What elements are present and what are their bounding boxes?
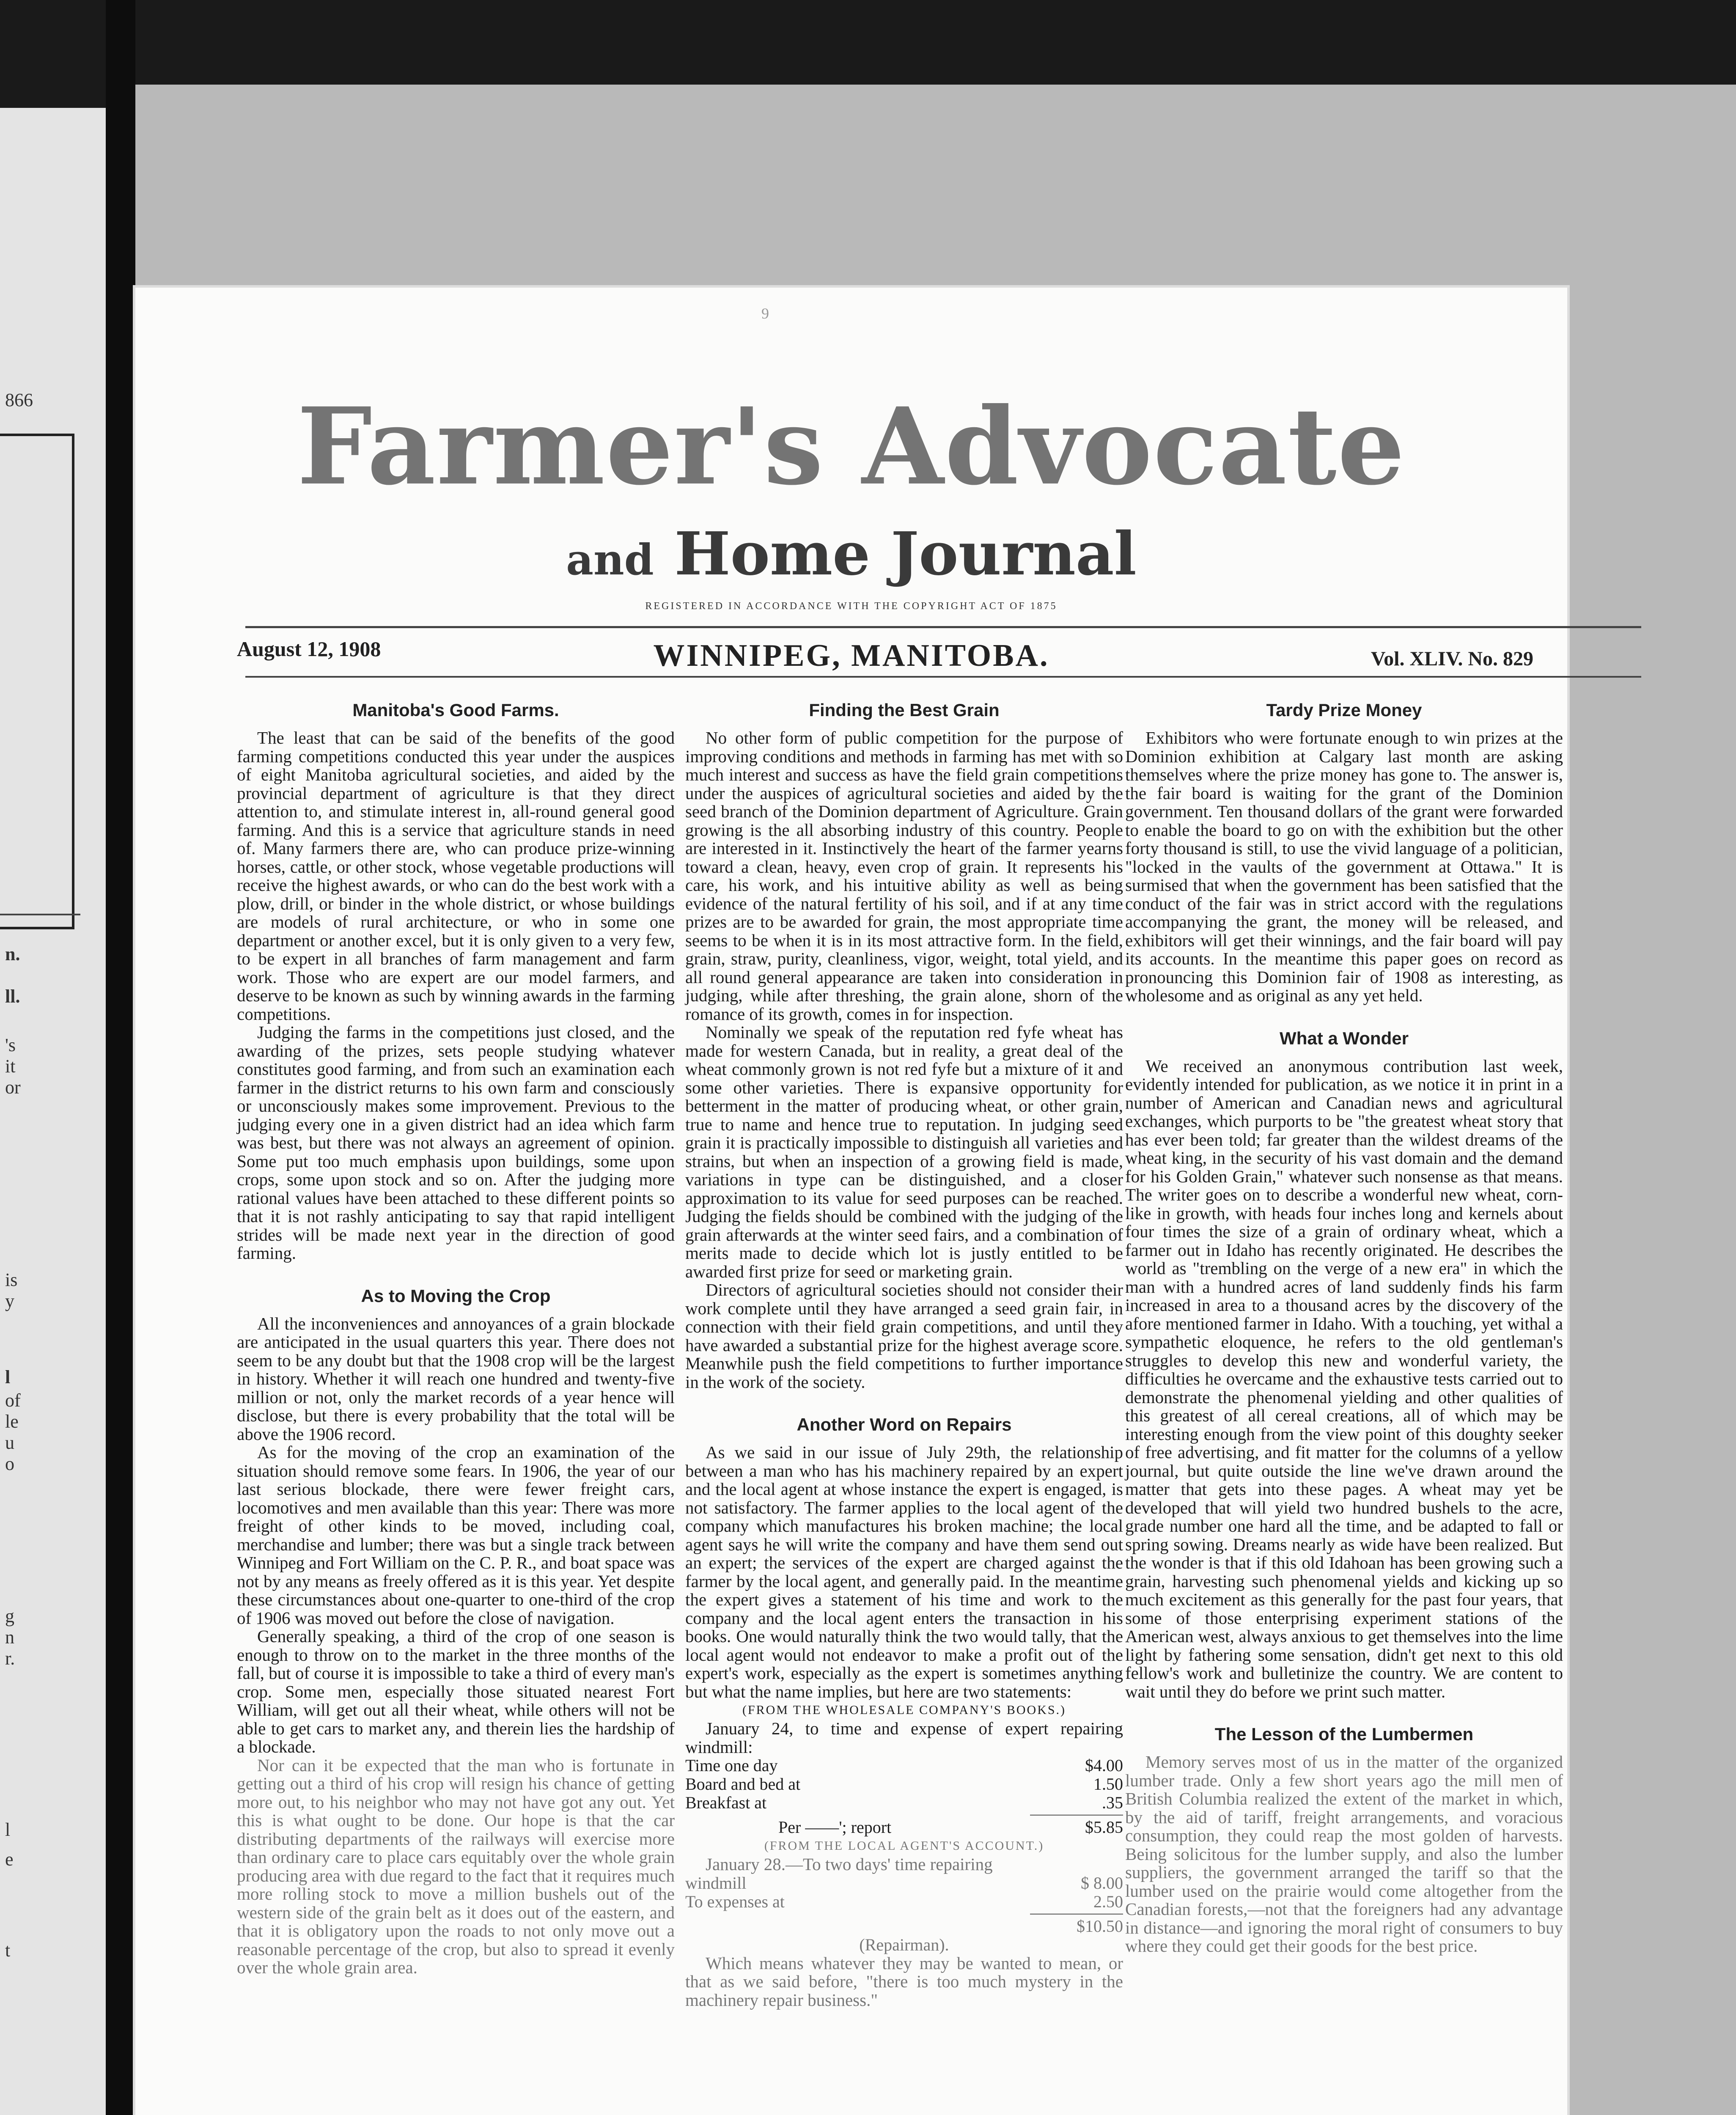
left-page-fragment: of	[5, 1390, 21, 1411]
masthead-rule-bottom	[245, 676, 1641, 678]
ledger-total: $5.85	[1085, 1818, 1123, 1837]
ledger-total-label: Per ——'; report	[778, 1818, 892, 1837]
binding-gutter	[106, 0, 135, 2115]
masthead-journal: Home Journal	[674, 519, 1137, 589]
masthead-and: and	[566, 535, 654, 585]
left-page-fragment: l	[5, 1819, 11, 1840]
left-page-fragment: t	[5, 1940, 11, 1961]
left-page-fragment: l	[5, 1367, 11, 1387]
left-page-fragment: or	[5, 1077, 21, 1098]
column-2	[685, 700, 1123, 2009]
article-paragraph: Exhibitors who were fortunate enough to win prizes at the Dominion exhibition at Calgary last month are asking themselves where the prize money has gone to. The answer is, the fair board is waiting for the grant of the Dominion government. Ten thousand dollars of the grant were forwarded to enable the board to go on with the exhibition but the other forty thousand is still, to use the vivid language of a politician, "locked in the vaults of the government at Ottawa." It is surmised that when the government has been satisfied that the conduct of the fair was in strict accord with the regulations accompanying the grant, the money will be released, and exhibitors will get their winnings, and the fair board will pay its accounts. In the meantime this paper goes on record as pronouncing this Dominion fair of 1908 as interesting, as wholesome and as original as any yet held.	[1125, 728, 1563, 1005]
left-page-fragment: u	[5, 1432, 14, 1453]
left-page-fragment: n.	[5, 944, 20, 964]
left-page-fragment: is	[5, 1269, 18, 1290]
left-page-fragment: y	[5, 1291, 14, 1311]
ledger-intro: January 24, to time and expense of expert repairing windmill:	[685, 1719, 1123, 1757]
left-page-fragment: g	[5, 1606, 14, 1626]
article-paragraph: Which means whatever they may be wanted to mean, or that as we said before, "there is too much mystery in the machinery repair business."	[685, 1953, 1123, 2010]
agent-ledger	[685, 1837, 1123, 1954]
ledger-label: To expenses at	[685, 1892, 785, 1911]
article-paragraph: Judging the farms in the competitions just closed, and the awarding of the prizes, sets people studying whatever constitutes good farming, and from such an examination each farmer in the district returns to his own farm and consciously or unconsciously makes some improvement. Previous to the judging every one in a given district had an idea which farm was best, but there was not always an agreement of opinion. Some put too much emphasis upon buildings, some upon crops, some upon stock and so on. After the judging more rational values have been attached to these different points so that it is not rashly anticipating to say that rapid intelligent strides will be made next year in the direction of good farming.	[237, 1022, 675, 1263]
ledger-label: Board and bed at	[685, 1774, 801, 1794]
left-page-fragment: ll.	[5, 986, 20, 1007]
article-heading: Tardy Prize Money	[1266, 700, 1422, 720]
article-heading: Manitoba's Good Farms.	[352, 700, 559, 720]
ledger-source: (FROM THE LOCAL AGENT'S ACCOUNT.)	[764, 1839, 1044, 1853]
article-paragraph: Nor can it be expected that the man who is fortunate in getting out a third of his crop will resign his chance of getting more out, to his neighbor who may not have got any out. Yet this is what ought to be done. Our hope is that the car distributing departments of the railways will exercise more than ordinary care to place cars equitably over the whole grain producing area with due regard to the fact that it requires much more rolling stock to move a million bushels out of the western side of the grain belt as it does out of the eastern, and that it is obligatory upon the roads to not only move out a reasonable percentage of the crop, but also to spread it evenly over the whole grain area.	[237, 1755, 675, 1977]
volume-number: Vol. XLIV. No. 829	[1371, 648, 1533, 670]
article-heading: The Lesson of the Lumbermen	[1214, 1724, 1474, 1744]
page-number: 9	[761, 305, 769, 322]
dateline-place: WINNIPEG, MANITOBA.	[653, 638, 1049, 673]
newspaper-page	[135, 288, 1567, 2115]
ledger-source: (FROM THE WHOLESALE COMPANY'S BOOKS.)	[742, 1703, 1066, 1717]
ledger-total-row	[685, 1818, 1123, 1837]
ledger-amount: $ 8.00	[1081, 1873, 1123, 1893]
article-paragraph: Memory serves most of us in the matter of the organized lumber trade. Only a few short years ago the mill men of British Columbia realized the extent of the market in which, by the aid of tariff, freight arrangements, and voracious consumption, they could reap the most golden of harvests. Being solicitous for the lumber supply, and also the lumber suppliers, the government arranged the tariff so that the lumber used on the prairie would come altogether from the Canadian forests,—not that the foreigners had any advantage in distance—and ignoring the moral right of consumers to buy where they could get their goods for the best price.	[1125, 1752, 1563, 1956]
ledger-row	[685, 1874, 1123, 1893]
ledger-row	[685, 1756, 1123, 1775]
ledger-amount: .35	[1102, 1793, 1123, 1812]
ledger-label: windmill	[685, 1873, 747, 1893]
left-page-fragment: e	[5, 1849, 14, 1870]
issue-date: August 12, 1908	[237, 637, 381, 661]
article-paragraph: Nominally we speak of the reputation red fyfe wheat has made for western Canada, but in reality, a great deal of the wheat commonly grown is not red fyfe but a mixture of it and some other varieties. There is expansive opportunity for betterment in the matter of producing wheat, or other grain, true to name and hence true to reputation. In judging seed grain it is practically impossible to distinguish all varieties and strains, but when an inspection of a growing field is made, variations in type can be distinguished, and a closer approximation to its value for seed purposes can be reached. Judging the fields should be combined with the judging of the grain afterwards at the winter seed fairs, and a combination of merits made to decide which lot is justly entitled to be awarded first prize for seed or marketing grain.	[685, 1022, 1123, 1281]
column-3	[1125, 700, 1563, 1956]
left-page-fragment: le	[5, 1411, 19, 1432]
masthead-title: Farmer's Advocate	[297, 384, 1406, 508]
ledger-rule	[1030, 1815, 1123, 1816]
ledger-label: Breakfast at	[685, 1793, 767, 1812]
ledger-amount: 1.50	[1093, 1774, 1123, 1794]
column-1	[237, 700, 675, 1977]
left-page-box	[0, 434, 74, 929]
adjacent-page-edge	[0, 108, 106, 2115]
ledger-label: Time one day	[685, 1756, 778, 1775]
article-paragraph: Generally speaking, a third of the crop of one season is enough to throw on to the market in the three months of the fall, but of course it is impossible to take a third of every man's crop. Some men, especially those situated nearest Fort William, will get out all their wheat, while others will not be able to get cars to market any, and therein lies the hardship of a blockade.	[237, 1626, 675, 1756]
ledger-signature: (Repairman).	[859, 1935, 949, 1954]
article-heading: Another Word on Repairs	[797, 1415, 1012, 1434]
article-paragraph: No other form of public competition for the purpose of improving conditions and methods in farming has met with so much interest and success as have the field grain competitions under the auspices of agricultural societies and aided by the seed branch of the Dominion department of Agriculture. Grain growing is the all absorbing industry of this country. People are interested in it. Instinctively the heart of the farmer yearns toward a clean, heavy, even crop of grain. It represents his care, his work, and his intuitive ability as well as being evidence of the natural fertility of his soil, and if at any time prizes are to be awarded for grain, the most appropriate time seems to be when it is in its most attractive form. In the field, grain, straw, purity, cleanliness, vigor, weight, total yield, and all round general appearance are taken into consideration in judging, while after threshing, the grain alone, shorn of the romance of its growth, comes in for inspection.	[685, 728, 1123, 1024]
ledger-row	[685, 1794, 1123, 1812]
left-page-fragment: o	[5, 1453, 14, 1474]
left-page-fragment: 866	[5, 390, 33, 410]
wholesale-ledger	[685, 1701, 1123, 1837]
ledger-amount: $4.00	[1085, 1756, 1123, 1775]
article-paragraph: The least that can be said of the benefits of the good farming competitions conducted this year under the auspices of eight Manitoba agricultural societies, and aided by the provincial department of agriculture is that they direct attention to, and stimulate interest in, all-round general good farming. And this is a service that agriculture stands in need of. Many farmers there are, who can produce prize-winning horses, cattle, or other stock, whose vegetable productions will receive the highest awards, or who can do the best work with a plow, drill, or binder in the whole district, or whose buildings are models of rural architecture, or who in some one department or another excel, but it is only given to a very few, to be expert in all branches of farm management and farm work. Those who are expert are our model farmers, and deserve to be known as such by winning awards in the farming competitions.	[237, 728, 675, 1024]
left-page-fragment: it	[5, 1056, 16, 1077]
ledger-row	[685, 1775, 1123, 1794]
article-heading: What a Wonder	[1280, 1028, 1409, 1048]
left-page-rule	[0, 914, 80, 915]
article-paragraph: We received an anonymous contribution last week, evidently intended for publication, as we notice it in print in a number of American and Canadian news and agricultural exchanges, which purports to be "the greatest wheat story that has ever been told; far greater than the wildest dreams of the wheat king, in the security of his vast domain and the demand for his Golden Grain," whatever such nonsense as that means. The writer goes on to describe a wonderful new wheat, corn-like in growth, with heads four inches long and kernels about four times the size of a grain of ordinary wheat, which a farmer out in Idaho has recently originated. He describes the world as "trembling on the verge of a new era" in which the man with a hundred acres of land suddenly finds his farm increased in area to a thousand acres by the discovery of the afore mentioned farmer in Idaho. With a touching, yet withal a sympathetic eloquence, he refers to the old gentleman's struggles to develop this new and wonderful variety, the difficulties he overcame and the exhaustive tests carried out to demonstrate the phenomenal yielding and other qualities of this greatest of all cereal creations, all of which may be interesting enough from the view point of this doughty seeker of free advertising, and fit matter for the columns of a yellow journal, but quite outside the line we've drawn around the matter that gets into these pages. A wheat may yet be developed that will yield two hundred bushels to the acre, grade number one hard all the time, and be adapted to fall or spring sowing. Dreams nearly as wide have been realized. But the wonder is that if this old Idahoan has been growing such a grain, harvesting such phenomenal yields and kicking up so much excitement as this generally for the past four years, that some of those enterprising experiment stations of the American west, always anxious to get themselves into the lime light by fathering some sensation, didn't get next to this old fellow's work and bulletinize the country. We are content to wait until they do before we print such matter.	[1125, 1056, 1563, 1701]
masthead-rule-top	[245, 626, 1641, 628]
ledger-row	[685, 1893, 1123, 1911]
ledger-total-row	[685, 1917, 1123, 1936]
ledger-intro: January 28.—To two days' time repairing	[706, 1854, 993, 1874]
left-page-fragment: n	[5, 1627, 14, 1648]
article-paragraph: As we said in our issue of July 29th, the relationship between a man who has his machinery repaired by an expert and the local agent at whose instance the expert is engaged, is not satisfactory. The farmer applies to the local agent of the company which manufactures his broken machine; the local agent says he will write the company and have them send out an expert; the services of the expert are charged against the farmer by the local agent, and generally paid. In the meantime the expert gives a statement of his time and work to the company and the local agent enters the transaction in his books. One would naturally think the two would tally, that the local agent would not endeavor to make a profit out of the expert's work, especially as the expert is sometimes anything but what the name implies, but here are two statements:	[685, 1442, 1123, 1701]
copyright-notice: REGISTERED IN ACCORDANCE WITH THE COPYRIGHT ACT OF 1875	[645, 601, 1058, 612]
ledger-total: $10.50	[1077, 1916, 1123, 1936]
article-paragraph: As for the moving of the crop an examination of the situation should remove some fears. In 1906, the year of our last serious blockade, there were fewer freight cars, locomotives and men available than this year: There was more freight of other kinds to be moved, including coal, merchandise and lumber; there was but a single track between Winnipeg and Fort William on the C. P. R., and boat space was not by any means as freely offered as it is this year. Yet despite these circumstances about one-quarter to one-third of the crop of 1906 was moved out before the close of navigation.	[237, 1442, 675, 1628]
masthead-subtitle	[135, 519, 1567, 589]
left-page-fragment: r.	[5, 1648, 15, 1669]
left-page-fragment: 's	[5, 1035, 16, 1055]
article-heading: As to Moving the Crop	[361, 1285, 551, 1306]
ledger-amount: 2.50	[1093, 1892, 1123, 1911]
article-paragraph: All the inconveniences and annoyances of a grain blockade are anticipated in the usual quarters this year. There does not seem to be any doubt but that the 1908 crop will be the largest in history. Whether it will reach one hundred and twenty-five million or not, only the market records of a year hence will disclose, but there is every probability that the total will be above the 1906 record.	[237, 1313, 675, 1444]
article-paragraph: Directors of agricultural societies should not consider their work complete until they have arranged a seed grain fair, in connection with their field grain competitions, and until they have awarded a substantial prize for the highest average score. Meanwhile push the field competitions to further importance in the work of the society.	[685, 1280, 1123, 1392]
article-heading: Finding the Best Grain	[809, 700, 1000, 720]
